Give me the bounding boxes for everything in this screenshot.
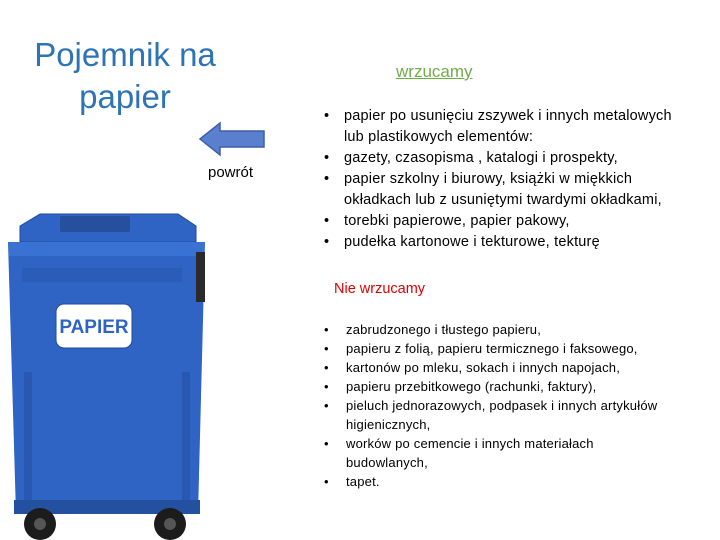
list-item: • pudełka kartonowe i tekturowe, tekturę [324, 232, 674, 253]
not-allowed-list [324, 320, 669, 491]
allowed-heading[interactable]: wrzucamy [396, 62, 473, 81]
page-title: Pojemnik na papier [34, 36, 216, 115]
back-link[interactable]: powrót [208, 164, 254, 181]
list-item: • papieru przebitkowego (rachunki, faktury), [324, 377, 669, 396]
list-item: • papieru z folią, papieru termicznego i faksowego, [324, 339, 669, 358]
list-item: • torebki papierowe, papier pakowy, [324, 211, 674, 232]
list-item: • pieluch jednorazowych, podpasek i innych artykułów higienicznych, [324, 396, 669, 434]
back-arrow-icon[interactable] [198, 120, 266, 158]
list-item: • papier szkolny i biurowy, książki w miękkich okładkach lub z usuniętymi twardymi okładkami, [324, 169, 674, 211]
list-item: • tapet. [324, 472, 669, 491]
list-item: • kartonów po mleku, sokach i innych napojach, [324, 358, 669, 377]
list-item: • papier po usunięciu zszywek i innych metalowych lub plastikowych elementów: [324, 106, 674, 148]
list-item: • gazety, czasopisma , katalogi i prospekty, [324, 148, 674, 169]
paper-bin-image [0, 212, 205, 540]
allowed-list [324, 106, 674, 253]
list-item: • zabrudzonego i tłustego papieru, [324, 320, 669, 339]
list-item: • worków po cemencie i innych materiałach budowlanych, [324, 434, 669, 472]
bin-label: PAPIER [59, 317, 129, 338]
not-allowed-heading: Nie wrzucamy [334, 281, 426, 297]
